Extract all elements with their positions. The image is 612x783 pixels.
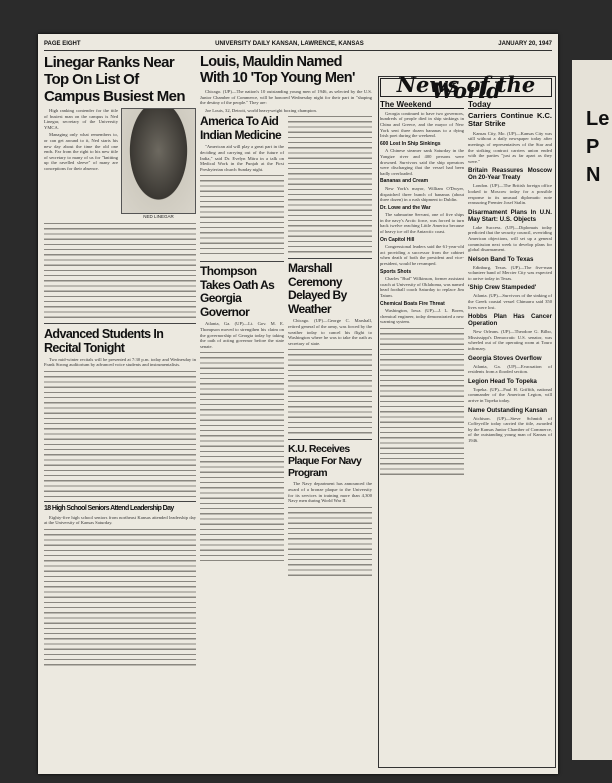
headline-kc-star-strike: Carriers Continue K.C. Star Strike bbox=[468, 110, 552, 129]
headline-legion-topeka: Legion Head To Topeka bbox=[468, 377, 537, 385]
article-text-block bbox=[44, 370, 196, 498]
issue-date: JANUARY 20, 1947 bbox=[498, 41, 552, 47]
article-text: The submarine Servant, one of five ships in the navy's Arctic force, was forced to turn back twelve reaching Little America because of heavy ice off the Antarctic coast. bbox=[380, 212, 464, 235]
headline-disarmament: Disarmament Plans In U.N. May Start: U.S. Objects bbox=[468, 208, 552, 223]
article-text: Georgia continued to have two governors, hundreds of people died in ship sinkings in China and Greece, and the mayor of New York sent three dozen bananas to a dying Irish poet during the weekend. bbox=[380, 110, 464, 139]
article-text: New Orleans. (UP)—Theodore G. Bilbo, Mississippi's Democratic U.S. senator, was wheeled out of the operating room at Touro infirmary. bbox=[468, 329, 552, 352]
headline-leadership-day: 18 High School Seniors Attend Leadership Day bbox=[44, 504, 174, 512]
news-of-the-world bbox=[380, 72, 552, 764]
page-folio bbox=[44, 38, 552, 51]
article-text-block bbox=[200, 351, 284, 561]
subhead: Sports Shots bbox=[380, 268, 412, 275]
article-text: Congressional leaders said the 61-year-old act providing a successor from the cabinet when death of both the president and vice-president, would be revamped. bbox=[380, 244, 464, 267]
column-2 bbox=[200, 54, 372, 768]
article-text: Edinburg, Texas. (UP)—The five-man volunteer band of Mercier City was expected to arrive today in Texas. bbox=[468, 264, 552, 281]
article-text: A Chinese steamer sank Saturday in the Yangtze river and 400 persons were drowned. Survivors said the ship operators were discharging that the vessel had been badly overloaded. bbox=[380, 148, 464, 176]
article-text: Chicago. (UP)—George C. Marshall, retired general of the army, was forced by the weather today to cancel his flight to Washington where he was to take the oath as secretary of state. bbox=[288, 318, 372, 346]
portrait-photo bbox=[121, 108, 196, 214]
headline-navy-plaque: K.U. Receives Plaque For Navy Program bbox=[288, 443, 362, 480]
adjacent-page-headline-fragment: Le P N bbox=[586, 108, 610, 186]
article-text: Eighty-five high school seniors from northeast Kansas attended leadership day at the University of Kansas Saturday. bbox=[44, 514, 196, 526]
photo-caption: NED LINEGAR bbox=[143, 214, 174, 219]
article-text: "American aid will play a great part in the deciding and carrying out of the future of India," said Dr. Evelyn Mitra in a talk on Medical Work in the Punjab at the First Presbyterian church Sunday night. bbox=[200, 144, 284, 172]
article-text: Chicago. (UP)—The nation's 10 outstanding young men of 1946, as selected by the U.S. Junior Chamber of Commerce, will be honored Wednesday night for their part in "shaping the destiny of the people." They are: bbox=[200, 89, 372, 106]
headline-ship-crew: 'Ship Crew Stampeded' bbox=[468, 284, 537, 292]
article-text-block bbox=[44, 222, 196, 320]
subhead: On Capitol Hill bbox=[380, 236, 415, 243]
headline-outstanding-kansan: Name Outstanding Kansan bbox=[468, 406, 548, 414]
article-text: The Navy department has announced the award of a bronze plaque to the University for its services in training more than 4,300 Navy men during World War II. bbox=[288, 481, 372, 504]
adjacent-page-edge bbox=[572, 60, 612, 760]
article-text-block bbox=[200, 174, 284, 258]
article-text: London. (UP)—The British foreign office looked to Moscow today for a possible response to its unusual diplomatic note reassuring Premier Josef Stalin. bbox=[468, 183, 552, 206]
headline-louis-mauldin: Louis, Mauldin Named With 10 'Top Young Men' bbox=[200, 54, 355, 86]
subhead: Dr. Lowe and the War bbox=[380, 204, 431, 211]
article-text: Lake Success. (UP)—Diplomats today predicted that the security council, overriding American objections, will set up a general commission next week to develop plans for global disarmament. bbox=[468, 224, 552, 253]
article-text-block bbox=[44, 528, 196, 668]
subhead: Bananas and Cream bbox=[380, 178, 429, 185]
article-text: Two mid-winter recitals will be presented at 7:30 p.m. today and Wednesday in Frank Strong auditorium by advanced voice students and instrumentalists. bbox=[44, 356, 196, 368]
article-text-block bbox=[288, 506, 372, 576]
headline-linegar: Linegar Ranks Near Top On List Of Campus Busiest Men bbox=[44, 54, 185, 105]
headline-recital: Advanced Students In Recital Tonight bbox=[44, 326, 164, 355]
article-text: High ranking contender for the title of busiest man on the campus is Ned Linegar, secretary of the University YMCA. bbox=[44, 108, 118, 130]
article-text: Kansas City, Mo. (UP)—Kansas City was still without a daily newspaper today after meetings of representatives of the Star and the striking contract carriers union ended with the parties "just as far apart as they were." bbox=[468, 130, 552, 164]
article-text: Topeka. (UP)—Paul H. Griffith, national commander of the American Legion, will arrive in Topeka today. bbox=[468, 386, 552, 403]
paper-title: UNIVERSITY DAILY KANSAN, LAWRENCE, KANSAS bbox=[215, 41, 364, 47]
page-number: PAGE EIGHT bbox=[44, 41, 81, 47]
headline-marshall-delayed: Marshall Ceremony Delayed By Weather bbox=[288, 261, 347, 316]
news-of-the-world-masthead: News of the World bbox=[380, 78, 552, 97]
column-1 bbox=[44, 54, 196, 768]
subhead: 600 Lost In Ship Sinkings bbox=[380, 140, 441, 147]
article-text-block bbox=[288, 348, 372, 436]
headline-thompson-oath: Thompson Takes Oath As Georgia Governor bbox=[200, 264, 275, 319]
article-text-block bbox=[288, 115, 372, 255]
section-the-weekend: The Weekend bbox=[380, 102, 464, 109]
article-text: Washington, Iowa. (UP)—J. L. Boren, chemical engineer, today demonstrated a new warning system. bbox=[380, 308, 464, 325]
article-text: Managing only what remembers to, or can get around to it, Ned starts his new day about the time the old one ends. Far from the right to his new title of secretary to many of us for "knitting up the ravelled sleeve" of many are conceptions for their absence. bbox=[44, 132, 118, 171]
article-text-block bbox=[380, 327, 464, 477]
article-text: New York's mayor, William O'Dwyer, dispatched three bunch of bananas (about three dozen) in a rush shipment to Dublin. bbox=[380, 185, 464, 203]
article-text: Atlanta. (UP)—Survivors of the sinking of the Greek coastal vessel Chimarra said 350 lives were lost. bbox=[468, 293, 552, 310]
subhead: Chemical Boats Fire Threat bbox=[380, 300, 445, 307]
article-text: Charles "Bud" Wilkinson, former assistant coach at University of Oklahoma, was named head football coach Saturday to replace Jim Tatum. bbox=[380, 276, 464, 298]
headline-cancer-operation: Hobbs Plan Has Cancer Operation bbox=[468, 313, 552, 328]
newspaper-page bbox=[38, 34, 558, 774]
section-today: Today bbox=[468, 102, 552, 109]
article-text: Atlanta, Ga. (UP)—Evacuation of residents from a flooded section. bbox=[468, 363, 552, 375]
headline-britain-moscow: Britain Reassures Moscow On 20-Year Treaty bbox=[468, 167, 552, 182]
article-text: Atchison. (UP)—Steve Schmidt of Coffeyville today carried the title, awarded by the Kansas Junior Chamber of Commerce, of the outstanding young man of Kansas of 1946. bbox=[468, 415, 552, 443]
headline-india-medicine: America To Aid Indian Medicine bbox=[200, 114, 282, 142]
article-text: Joe Louis, 32, Detroit, world heavyweight boxing champion. bbox=[205, 107, 317, 113]
article-text: Atlanta, Ga. (UP)—Lt. Gov. M. E. Thompson moved to strengthen his claim on the governorship of Georgia today by taking the oath of acting governor before the state senate. bbox=[200, 321, 284, 349]
headline-georgia-stoves: Georgia Stoves Overflow bbox=[468, 354, 542, 362]
headline-band-texas: Nelson Band To Texas bbox=[468, 255, 534, 263]
